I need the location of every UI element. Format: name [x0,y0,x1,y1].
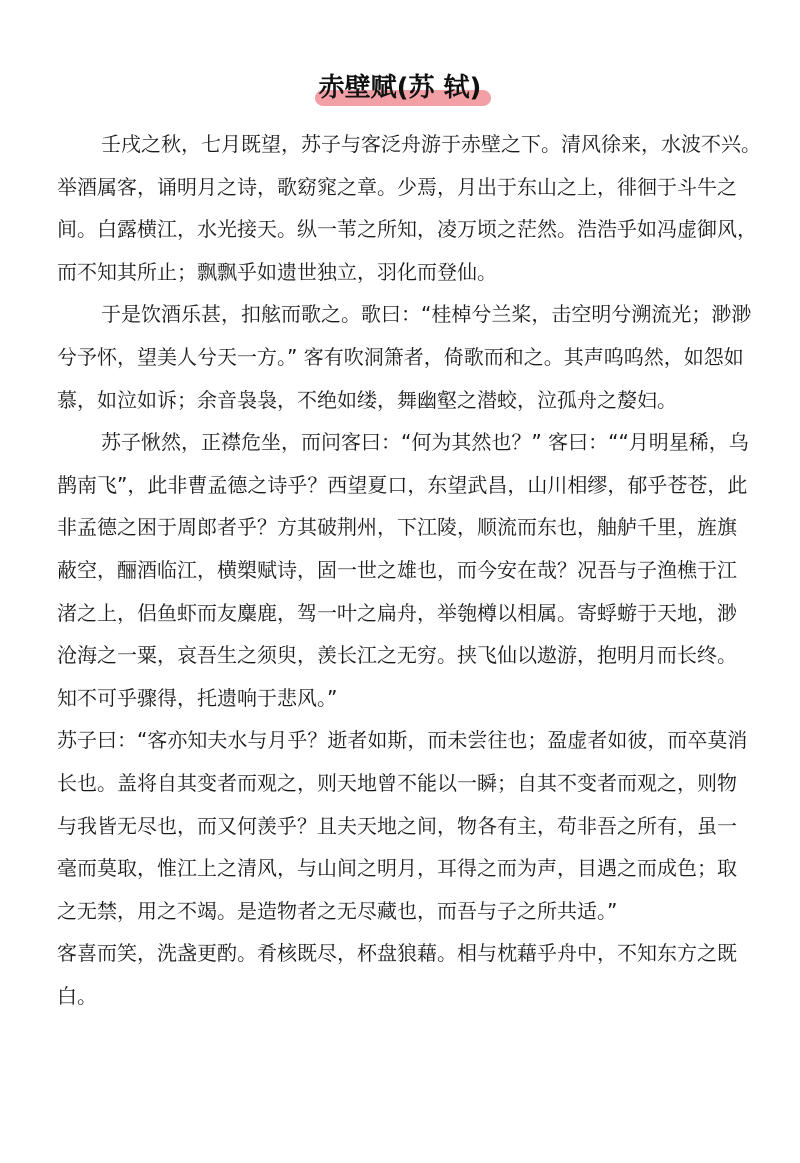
text-line: 白。 [57,983,97,1008]
text-line: 之无禁，用之不竭。是造物者之无尽藏也，而吾与子之所共适。” [57,898,618,923]
text-line: 渚之上，侣鱼虾而友麋鹿，驾一叶之扁舟，举匏樽以相属。寄蜉蝣于天地，渺 [57,600,737,625]
text-line: 知不可乎骤得，托遗响于悲风。” [57,685,338,710]
text-line: 客喜而笑，洗盏更酌。肴核既尽，杯盘狼藉。相与枕藉乎舟中，不知东方之既 [57,941,737,966]
paragraph-3 [57,421,757,719]
text-line: 举酒属客，诵明月之诗，歌窈窕之章。少焉，月出于东山之上，徘徊于斗牛之 [57,174,737,199]
text-line: 蔽空，酾酒临江，横槊赋诗，固一世之雄也，而今安在哉？况吾与子渔樵于江 [57,557,737,582]
text-line: 慕，如泣如诉；余音袅袅，不绝如缕，舞幽壑之潜蛟，泣孤舟之嫠妇。 [57,387,677,412]
text-line: 于是饮酒乐甚，扣舷而歌之。歌曰：“桂棹兮兰桨，击空明兮溯流光；渺渺 [101,302,752,327]
text-line: 苏子曰：“客亦知夫水与月乎？逝者如斯，而未尝往也；盈虚者如彼，而卒莫消 [57,728,748,753]
text-line: 与我皆无尽也，而又何羡乎？且夫天地之间，物各有主，苟非吾之所有，虽一 [57,813,737,838]
text-line: 兮予怀，望美人兮天一方。” 客有吹洞箫者，倚歌而和之。其声呜呜然，如怨如 [57,344,744,369]
title-container [0,68,800,108]
paragraph-5 [57,932,757,1017]
text-line: 壬戌之秋，七月既望，苏子与客泛舟游于赤壁之下。清风徐来，水波不兴。 [101,132,761,156]
text-line: 而不知其所止；飘飘乎如遗世独立，羽化而登仙。 [57,259,497,284]
text-line: 非孟德之困于周郎者乎？方其破荆州，下江陵，顺流而东也，舳舻千里，旌旗 [57,515,737,540]
paragraph-1 [57,123,761,293]
text-line: 鹊南飞”，此非曹孟德之诗乎？西望夏口，东望武昌，山川相缪，郁乎苍苍，此 [57,472,748,497]
paragraph-2 [57,293,757,421]
text-line: 沧海之一粟，哀吾生之须臾，羡长江之无穷。挟飞仙以遨游，抱明月而长终。 [57,643,737,668]
paragraph-4 [57,719,757,932]
text-line: 苏子愀然，正襟危坐，而问客曰：“何为其然也？” 客曰：““月明星稀，乌 [101,430,749,455]
text-line: 间。白露横江，水光接天。纵一苇之所知，凌万顷之茫然。浩浩乎如冯虚御风， [57,217,757,242]
text-line: 毫而莫取，惟江上之清风，与山间之明月，耳得之而为声，目遇之而成色；取 [57,856,737,881]
title-text: 赤壁赋(苏 轼) [318,73,482,103]
document-title [315,68,486,108]
text-line: 长也。盖将自其变者而观之，则天地曾不能以一瞬；自其不变者而观之，则物 [57,770,737,795]
document-body [57,123,761,1017]
